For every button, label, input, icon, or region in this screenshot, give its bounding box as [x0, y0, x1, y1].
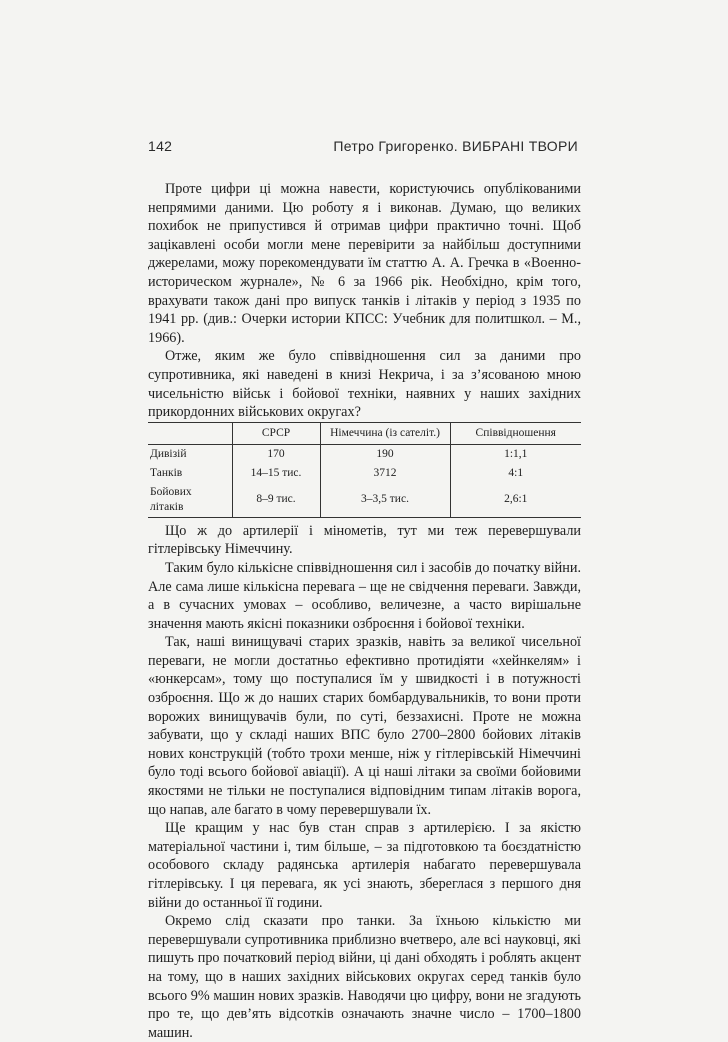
paragraph: Проте цифри ці можна навести, користуючись опублікованими непрямими даними. Цю роботу я і виконав. Думаю, що великих похибок не припустився й отримав цифри практично точні. Щоб зацікавлені особи могли мене перевірити за найбільш доступними джерелами, можу порекомендувати їм статтю А. А. Гречка в «Военно-историческом журнале», № 6 за 1966 рік. Необхідно, крім того, врахувати також дані про випуск танків і літаків у період з 1935 по 1941 рр. (див.: Очерки истории КПСС: Учебник для политшкол. – М., 1966).	[148, 181, 581, 346]
table-header-cell: Німеччина (із сателіт.)	[320, 422, 450, 444]
body-text	[148, 180, 581, 1042]
table-cell: 2,6:1	[450, 483, 581, 518]
paragraph: Таким було кількісне співвідношення сил і засобів до початку війни. Але сама лише кількісна перевага – ще не свідчення переваги. Завжди, а в сучасних умовах – особливо, величезне, а часто вирішальне значення мають якісні показники озброєння і бойової техніки.	[148, 559, 581, 632]
table-cell: 3712	[320, 464, 450, 483]
running-title: Петро Григоренко. ВИБРАНІ ТВОРИ	[333, 138, 578, 154]
table-cell: 170	[232, 444, 320, 464]
page-header	[148, 138, 578, 154]
table-row	[148, 464, 581, 483]
paragraph: Що ж до артилерії і мінометів, тут ми теж перевершували гітлерівську Німеччину.	[148, 522, 581, 558]
table-cell: 1:1,1	[450, 444, 581, 464]
table-cell: Дивізій	[150, 447, 187, 460]
table-header-cell: Співвідношення	[450, 422, 581, 444]
forces-ratio-table	[148, 422, 581, 518]
table-cell: 3–3,5 тис.	[320, 483, 450, 518]
paragraph: Отже, яким же було співвідношення сил за даними про супротивника, які наведені в книзі Некрича, і за з’ясованою мною чисельністю військ і бойової техніки, наявних у наших західних прикордонних військових округах?	[148, 348, 581, 421]
paragraph: Так, наші винищувачі старих зразків, навіть за великої чисельної переваги, не могли достатньо ефективно протидіяти «хейнкелям» і «юнкерсам», тому що поступалися їм у швидкості і в потужності озброєння. Що ж до наших старих бомбардувальників, то вони проти ворожих винищувачів були, по суті, беззахисні. Проте не можна забувати, що у складі наших ВПС було 2700–2800 бойових літаків нових конструкцій (тобто трохи менше, ніж у гітлерівській Німеччині було тоді всього бойової авіації). А ці наші літаки за своїми бойовими якостями не тільки не поступалися відповідним типам літаків ворога, що напав, але багато в чому перевершували їх.	[148, 634, 581, 818]
paragraph: Окремо слід сказати про танки. За їхньою кількістю ми перевершували супротивника приблизно вчетверо, але всі науковці, які пишуть про початковий період війни, ці дані обходять і роблять акцент на тому, що в наших західних військових округах серед танків було всього 9% машин нових зразків. Наводячи цю цифру, вони не згадують про те, що дев’ять відсотків означають значне число – 1700–1800 машин.	[148, 913, 581, 1041]
paragraph: Ще кращим у нас був стан справ з артилерією. І за якістю матеріальної частини і, тим більше, – за підготовкою та боєздатністю особового складу радянська артилерія набагато перевершувала гітлерівську. І ця перевага, як усі знають, збереглася з першого дня війни до останньої її години.	[148, 820, 581, 911]
table-header-cell: СРСР	[232, 422, 320, 444]
table-cell: 8–9 тис.	[232, 483, 320, 518]
table-cell: 4:1	[450, 464, 581, 483]
table-cell: Танків	[150, 466, 183, 479]
table-row	[148, 483, 581, 518]
table-cell: Бойових літаків	[148, 483, 232, 518]
table-header-row	[148, 422, 581, 444]
page-number: 142	[148, 138, 173, 154]
table-row	[148, 444, 581, 464]
table-cell: 14–15 тис.	[232, 464, 320, 483]
table-cell: 190	[320, 444, 450, 464]
table-header-cell	[148, 422, 232, 444]
